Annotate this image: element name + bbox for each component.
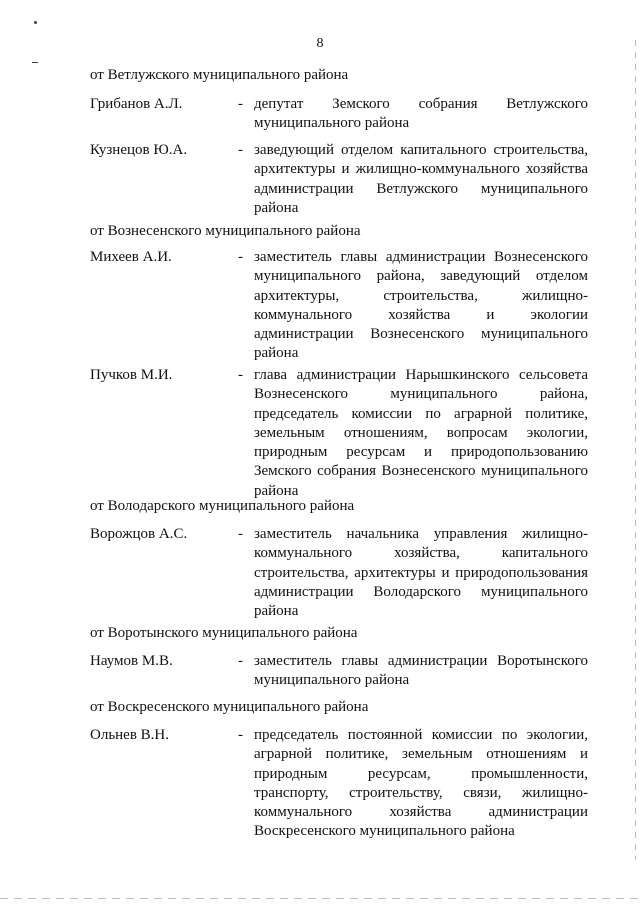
dash-separator: - bbox=[238, 727, 243, 743]
scan-speck bbox=[34, 21, 37, 24]
page-number: 8 bbox=[316, 36, 324, 51]
section-heading: от Володарского муниципального района bbox=[90, 498, 355, 514]
member-name: Ворожцов А.С. bbox=[90, 526, 188, 542]
member-name: Пучков М.И. bbox=[90, 367, 173, 383]
scan-bottom-line bbox=[0, 898, 640, 899]
member-name: Михеев А.И. bbox=[90, 249, 172, 265]
dash-separator: - bbox=[238, 526, 243, 542]
member-description: председатель постоянной комиссии по экологии, аграрной политике, земельным отношениям и природным ресурсам, промышленности, транспорту, строительству, связи, жилищно-коммунального хозяйства администрации Воскресенского муниципального района bbox=[254, 727, 588, 840]
member-description: глава администрации Нарышкинского сельсовета Вознесенского муниципального района, председатель комиссии по аграрной политике, земельным отношениям, вопросам экологии, природным ресурсам и природопользованию Земского собрания Вознесенского муниципального района bbox=[254, 367, 588, 499]
member-description: заместитель главы администрации Вознесенского муниципального района, заведующий отделом архитектуры, строительства, жилищно-коммунального хозяйства и экологии администрации Вознесенского муниципального района bbox=[254, 249, 588, 362]
dash-separator: - bbox=[238, 142, 243, 158]
dash-separator: - bbox=[238, 249, 243, 265]
scan-edge-line bbox=[635, 40, 636, 860]
scan-speck bbox=[32, 62, 38, 63]
member-name: Кузнецов Ю.А. bbox=[90, 142, 188, 158]
section-heading: от Воротынского муниципального района bbox=[90, 625, 358, 641]
member-name: Ольнев В.Н. bbox=[90, 727, 170, 743]
section-heading: от Воскресенского муниципального района bbox=[90, 699, 369, 715]
member-name: Наумов М.В. bbox=[90, 653, 173, 669]
member-description: депутат Земского собрания Ветлужского муниципального района bbox=[254, 96, 588, 132]
dash-separator: - bbox=[238, 653, 243, 669]
section-heading: от Ветлужского муниципального района bbox=[90, 67, 349, 83]
dash-separator: - bbox=[238, 367, 243, 383]
member-description: заместитель главы администрации Воротынского муниципального района bbox=[254, 653, 588, 689]
section-heading: от Вознесенского муниципального района bbox=[90, 223, 361, 239]
dash-separator: - bbox=[238, 96, 243, 112]
member-name: Грибанов А.Л. bbox=[90, 96, 183, 112]
member-description: заведующий отделом капитального строительства, архитектуры и жилищно-коммунального хозяйства администрации Ветлужского муниципального района bbox=[254, 142, 588, 216]
member-description: заместитель начальника управления жилищно-коммунального хозяйства, капитального строительства, архитектуры и природопользования администрации Володарского муниципального района bbox=[254, 526, 588, 620]
